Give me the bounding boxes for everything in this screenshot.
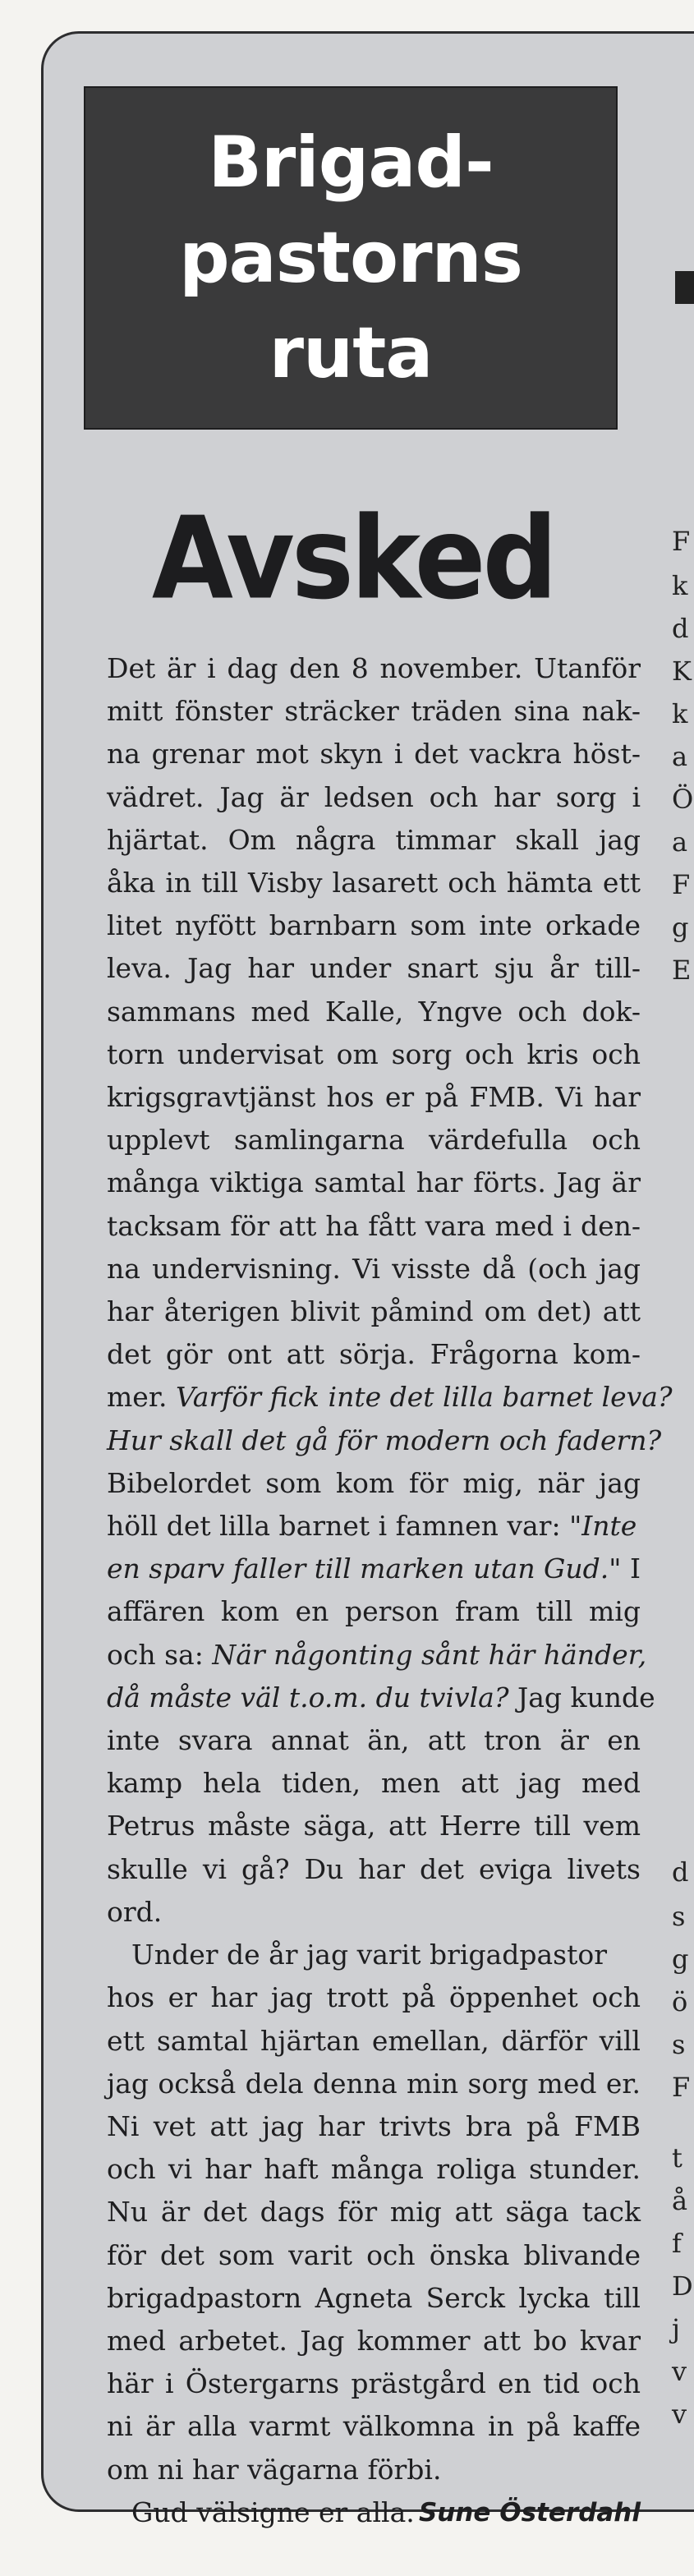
body-line: affären kom en person fram till mig	[107, 1595, 641, 1628]
body-line: krigsgravtjänst hos er på FMB. Vi har	[107, 1081, 641, 1114]
body-line	[107, 1505, 641, 1548]
body-text: höll det lilla barnet i famnen var:	[107, 1510, 561, 1543]
body-line: ett samtal hjärtan emellan, därför vill	[107, 2024, 641, 2057]
body-line: ord.	[107, 1895, 163, 1928]
body-line: Petrus måste säga, att Herre till vem	[107, 1810, 641, 1842]
fragment-letter: g	[672, 1944, 689, 1975]
article-headline: Avsked	[151, 493, 555, 625]
fragment-letter: k	[672, 698, 688, 729]
quote-text: en sparv faller till marken utan Gud."	[107, 1552, 622, 1585]
body-line: många viktiga samtal har förts. Jag är	[107, 1166, 641, 1199]
fragment-letter: F	[672, 869, 691, 900]
body-italic-line: Hur skall det gå för modern och fadern?	[107, 1424, 662, 1456]
body-line	[107, 1548, 641, 1590]
fragment-letter: f	[672, 2228, 682, 2259]
body-text: I	[629, 1552, 641, 1585]
column-title-line: pastorns	[179, 217, 522, 299]
body-line: om ni har vägarna förbi.	[107, 2453, 442, 2486]
adjacent-headline-fragment	[675, 271, 694, 304]
body-italic-text: När någonting sånt här händer,	[212, 1638, 647, 1671]
body-text: och sa:	[107, 1638, 204, 1671]
body-line: Det är i dag den 8 november. Utanför	[107, 652, 641, 684]
body-line: Ni vet att jag har trivts bra på FMB	[107, 2109, 641, 2142]
body-italic-text: då måste väl t.o.m. du tvivla?	[107, 1681, 509, 1714]
quote-text: "Inte	[569, 1510, 637, 1543]
body-line: leva. Jag har under snart sju år till-	[107, 952, 641, 985]
body-line: här i Östergarns prästgård en tid och	[107, 2367, 641, 2400]
body-italic-text: Varför fick inte det lilla barnet leva?	[175, 1381, 673, 1414]
body-line: och vi har haft många roliga stunder.	[107, 2153, 641, 2186]
body-line	[107, 1677, 655, 1719]
body-line: litet nyfött barnbarn som inte orkade	[107, 909, 641, 942]
fragment-letter: å	[672, 2185, 688, 2216]
body-line: hos er har jag trott på öppenhet och	[107, 1981, 641, 2014]
fragment-letter: d	[672, 1856, 689, 1888]
fragment-letter: a	[672, 741, 688, 772]
body-line: hjärtat. Om några timmar skall jag	[107, 823, 641, 856]
body-text: Jag kunde	[517, 1681, 655, 1714]
fragment-letter: s	[672, 2029, 686, 2060]
body-line: för det som varit och önska blivande	[107, 2238, 641, 2271]
body-line: vädret. Jag är ledsen och har sorg i	[107, 780, 641, 813]
fragment-letter: F	[672, 2072, 691, 2103]
fragment-letter: F	[672, 526, 691, 557]
column-title-line: ruta	[269, 312, 433, 394]
article-body	[107, 647, 673, 2534]
fragment-letter: v	[672, 2356, 687, 2387]
fragment-letter: v	[672, 2399, 687, 2430]
fragment-letter: s	[672, 1901, 686, 1932]
fragment-letter: g	[672, 912, 689, 943]
fragment-letter: E	[672, 954, 692, 986]
body-line: Nu är det dags för mig att säga tack	[107, 2196, 641, 2229]
body-line: jag också dela denna min sorg med er.	[107, 2067, 641, 2100]
fragment-letter: K	[672, 656, 692, 687]
body-line: med arbetet. Jag kommer att bo kvar	[107, 2324, 641, 2357]
body-line: torn undervisat om sorg och kris och	[107, 1037, 641, 1070]
fragment-letter: t	[672, 2142, 683, 2174]
body-line: det gör ont att sörja. Frågorna kom-	[107, 1338, 641, 1371]
column-title-box	[84, 86, 618, 430]
body-line: åka in till Visby lasarett och hämta ett	[107, 867, 641, 899]
column-title-line: Brigad-	[208, 122, 494, 204]
body-line: mitt fönster sträcker träden sina nak-	[107, 695, 641, 728]
body-line: brigadpastorn Agneta Serck lycka till	[107, 2281, 641, 2314]
body-line: Bibelordet som kom för mig, när jag	[107, 1466, 641, 1499]
body-line	[107, 1634, 647, 1677]
body-line: na undervisning. Vi visste då (och jag	[107, 1252, 641, 1285]
body-line: upplevt samlingarna värdefulla och	[107, 1124, 641, 1157]
body-line: kamp hela tiden, men att jag med	[107, 1767, 641, 1800]
author-signature: Sune Österdahl	[418, 2497, 641, 2528]
body-line: tacksam för att ha fått vara med i den-	[107, 1209, 641, 1242]
fragment-letter: D	[672, 2270, 693, 2302]
fragment-letter: k	[672, 570, 688, 601]
body-line: na grenar mot skyn i det vackra höst-	[107, 738, 641, 770]
body-line: har återigen blivit påmind om det) att	[107, 1295, 641, 1328]
body-line: Gud välsigne er alla.	[131, 2496, 415, 2528]
fragment-letter: j	[672, 2313, 680, 2344]
fragment-letter: d	[672, 613, 689, 644]
adjacent-column-fragments	[672, 0, 694, 2576]
fragment-letter: a	[672, 826, 688, 858]
body-line: ni är alla varmt välkomna in på kaffe	[107, 2410, 641, 2443]
body-line: sammans med Kalle, Yngve och dok-	[107, 995, 641, 1028]
body-line: skulle vi gå? Du har det eviga livets	[107, 1852, 641, 1885]
body-text: mer.	[107, 1381, 168, 1414]
fragment-letter: ö	[672, 1986, 688, 2017]
fragment-letter: Ö	[672, 784, 694, 815]
body-line: inte svara annat än, att tron är en	[107, 1724, 641, 1757]
body-line: Under de år jag varit brigadpastor	[131, 1939, 607, 1971]
body-line	[107, 1376, 673, 1419]
